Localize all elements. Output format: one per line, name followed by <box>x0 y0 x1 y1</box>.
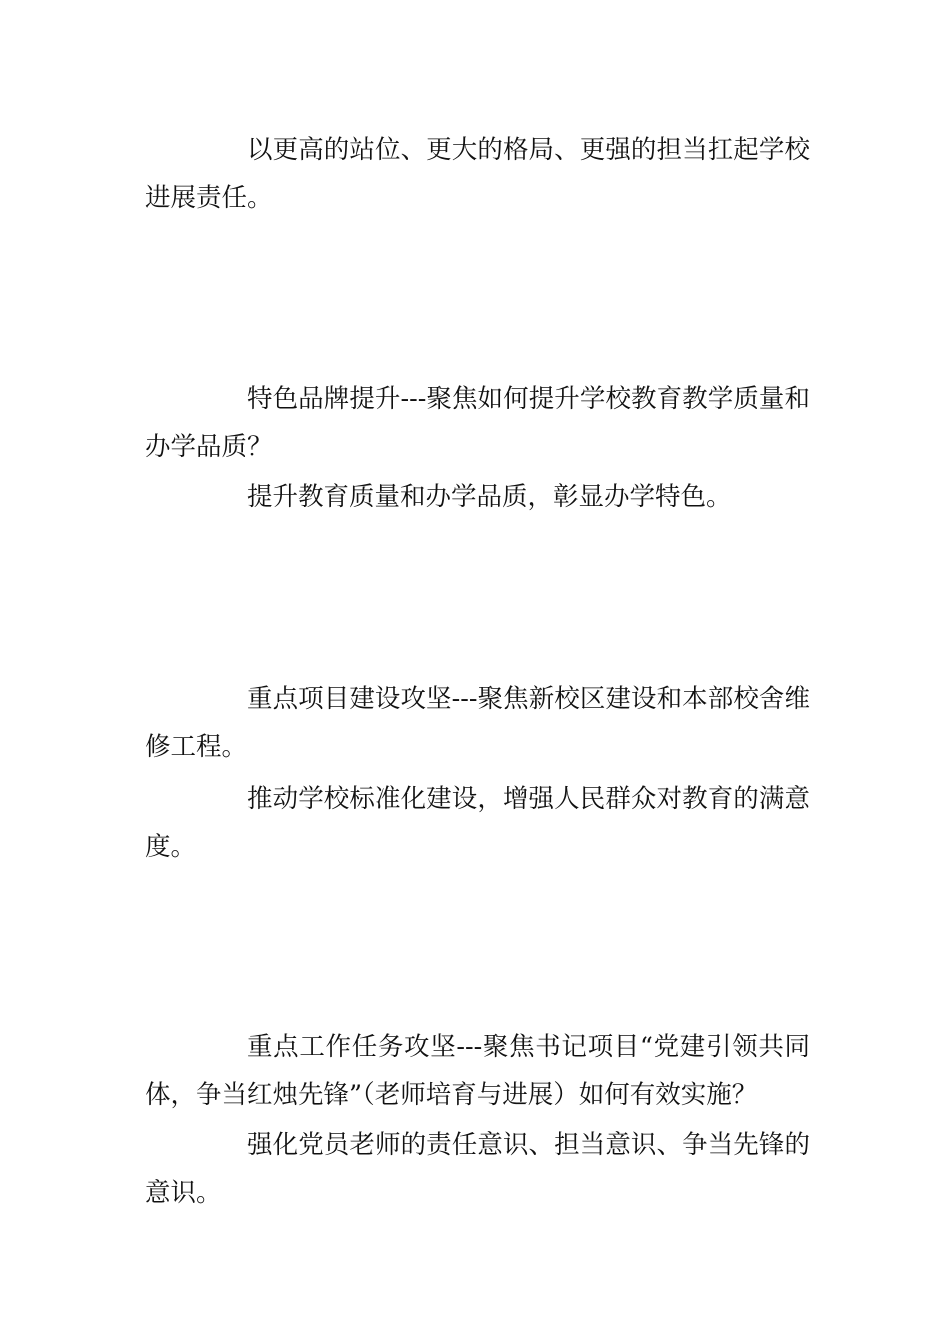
paragraph-1: 以更高的站位、更大的格局、更强的担当扛起学校进展责任。 <box>145 135 810 213</box>
paragraph-2: 特色品牌提升---聚焦如何提升学校教育教学质量和办学品质？ <box>145 384 810 462</box>
paragraph-4: 重点项目建设攻坚---聚焦新校区建设和本部校舍维修工程。 <box>145 684 810 762</box>
paragraph-6: 重点工作任务攻坚---聚焦书记项目“党建引领共同体，争当红烛先锋”（老师培育与进展）如何有效实施？ <box>145 1032 810 1110</box>
paragraph-3: 提升教育质量和办学品质，彰显办学特色。 <box>247 482 732 512</box>
paragraph-7: 强化党员老师的责任意识、担当意识、争当先锋的意识。 <box>145 1130 810 1208</box>
paragraph-5: 推动学校标准化建设，增强人民群众对教育的满意度。 <box>145 784 810 862</box>
